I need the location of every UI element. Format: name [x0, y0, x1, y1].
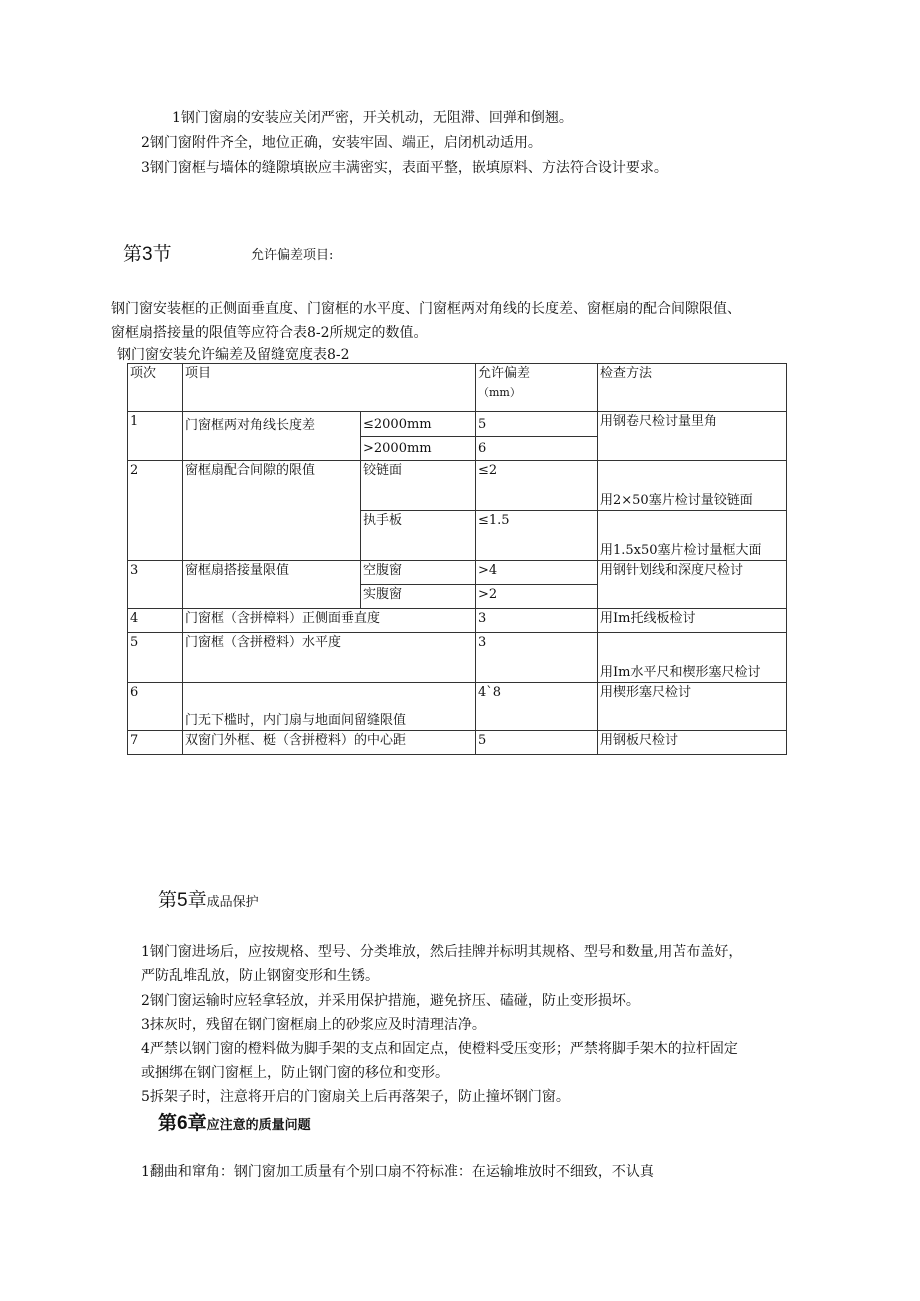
- ch5-line-7: 5拆架子时，注意将开启的门窗扇关上后再落架子，防止撞坏钢门窗。: [141, 1089, 570, 1105]
- row2-tol-b: ≤1.5: [476, 511, 598, 561]
- table-caption: 钢门窗安装允许编差及留缝宽度表8-2: [117, 347, 350, 363]
- ch5-line-1: 1钢门窗进场后，应按规格、型号、分类堆放，然后挂牌并标明其规格、型号和数量,用苫布盖好，: [141, 944, 743, 960]
- row2-method-b: 用1.5x50塞片检讨量框大面: [598, 511, 787, 561]
- chapter-6-number: 第6章: [158, 1113, 207, 1134]
- chapter-6-title: 应注意的质量问题: [206, 1118, 311, 1133]
- tolerance-table: [127, 363, 787, 755]
- table-header-row: [128, 364, 787, 412]
- section-3-paragraph-line-1: 钢门窗安装框的正侧面垂直度、门窗框的水平度、门窗框两对角线的长度差、窗框扇的配合间隙限值、: [111, 301, 741, 317]
- ch5-line-4: 3抹灰时，残留在钢门窗框扇上的砂浆应及时清理洁净。: [141, 1017, 486, 1033]
- row2-sub-b: 执手板: [361, 511, 476, 561]
- row4-no: 4: [128, 609, 183, 633]
- row4-item: 门窗框（含拼樟料）正侧面垂直度: [183, 609, 476, 633]
- row1-tol-a: 5: [476, 412, 598, 437]
- row6-no: 6: [128, 683, 183, 731]
- row3-method: 用钢针划线和深度尺检讨: [598, 561, 787, 609]
- row1-no: 1: [128, 412, 183, 461]
- ch5-line-6: 或捆绑在钢门窗框上，防止钢门窗的移位和变形。: [141, 1065, 449, 1081]
- row3-no: 3: [128, 561, 183, 609]
- table-row: [128, 683, 787, 731]
- row7-no: 7: [128, 731, 183, 755]
- chapter-5-title: 成品保护: [206, 895, 259, 910]
- section-3-number: 第3节: [123, 244, 172, 265]
- row4-method: 用Im托线板检讨: [598, 609, 787, 633]
- row2-tol-a: ≤2: [476, 461, 598, 511]
- row1-item-text: 门窗框两对角线长度差: [185, 418, 316, 433]
- ch5-line-5: 4严禁以钢门窗的橙料做为脚手架的支点和固定点，使橙料受压变形；严禁将脚手架木的拉杆固定: [141, 1041, 738, 1057]
- table-row: [128, 731, 787, 755]
- row4-tol: 3: [476, 609, 598, 633]
- row3-sub-a: 空腹窗: [361, 561, 476, 585]
- table-row: [128, 412, 787, 437]
- row2-item: 窗框扇配合间隙的限值: [183, 461, 361, 561]
- s4-item-1: 1钢门窗扇的安装应关闭严密，开关机动，无阻滞、回弹和倒翘。: [172, 110, 573, 126]
- header-item: 项目: [183, 364, 476, 412]
- table-row: [128, 561, 787, 585]
- row1-item: [183, 412, 361, 461]
- row1-sub-b: >2000mm: [361, 437, 476, 461]
- row6-tol: 4`8: [476, 683, 598, 731]
- row5-tol: 3: [476, 633, 598, 683]
- row3-item: 窗框扇搭接量限值: [183, 561, 361, 609]
- row7-item: 双窗门外框、梃（含拼橙料）的中心距: [183, 731, 476, 755]
- row7-tol: 5: [476, 731, 598, 755]
- row1-tol-b: 6: [476, 437, 598, 461]
- ch6-line-1: 1翻曲和窜角：钢门窗加工质量有个别口扇不符标准：在运输堆放时不细致，不认真: [141, 1164, 654, 1180]
- row2-sub-a: 铰链面: [361, 461, 476, 511]
- header-tolerance: [476, 364, 598, 412]
- row5-item: 门窗框（含拼橙料）水平度: [183, 633, 476, 683]
- row6-method: 用楔形塞尺检讨: [598, 683, 787, 731]
- header-tolerance-unit: （mm）: [478, 386, 521, 399]
- table-row: [128, 461, 787, 511]
- s4-item-2: 2钢门窗附件齐全，地位正确，安装牢固、端正，启闭机动适用。: [141, 135, 542, 151]
- header-tolerance-label: 允许偏差: [478, 366, 531, 381]
- row1-sub-a: ≤2000mm: [361, 412, 476, 437]
- section-3-paragraph-line-2: 窗框扇搭接量的限值等应符合表8-2所规定的数值。: [111, 325, 428, 341]
- row3-tol-b: >2: [476, 585, 598, 609]
- row3-tol-a: >4: [476, 561, 598, 585]
- chapter-5-number: 第5章: [158, 890, 207, 911]
- row3-sub-b: 实腹窗: [361, 585, 476, 609]
- header-method: 检查方法: [598, 364, 787, 412]
- table-row: [128, 633, 787, 683]
- ch5-line-2: 严防乱堆乱放，防止钢窗变形和生锈。: [141, 968, 379, 984]
- row5-no: 5: [128, 633, 183, 683]
- row2-no: 2: [128, 461, 183, 561]
- row7-method: 用钢板尺检讨: [598, 731, 787, 755]
- chapter-6-heading: [158, 1108, 311, 1135]
- section-3-title: 允许偏差项目:: [251, 248, 334, 263]
- row1-method: 用钢卷尺检讨量里角: [598, 412, 787, 461]
- ch5-line-3: 2钢门窗运输时应轻拿轻放，并采用保护措施，避免挤压、磕碰，防止变形损坏。: [141, 993, 640, 1009]
- table-row: [128, 609, 787, 633]
- header-no: 项次: [128, 364, 183, 412]
- row2-method-a: 用2×50塞片检讨量铰链面: [598, 461, 787, 511]
- chapter-5-heading: [158, 885, 259, 912]
- s4-item-3: 3钢门窗框与墙体的缝隙填嵌应丰满密实，表面平整，嵌填原料、方法符合设计要求。: [141, 160, 668, 176]
- row6-item: 门无下槛时，内门扇与地面间留缝限值: [183, 683, 476, 731]
- row5-method: 用Im水平尺和楔形塞尺检讨: [598, 633, 787, 683]
